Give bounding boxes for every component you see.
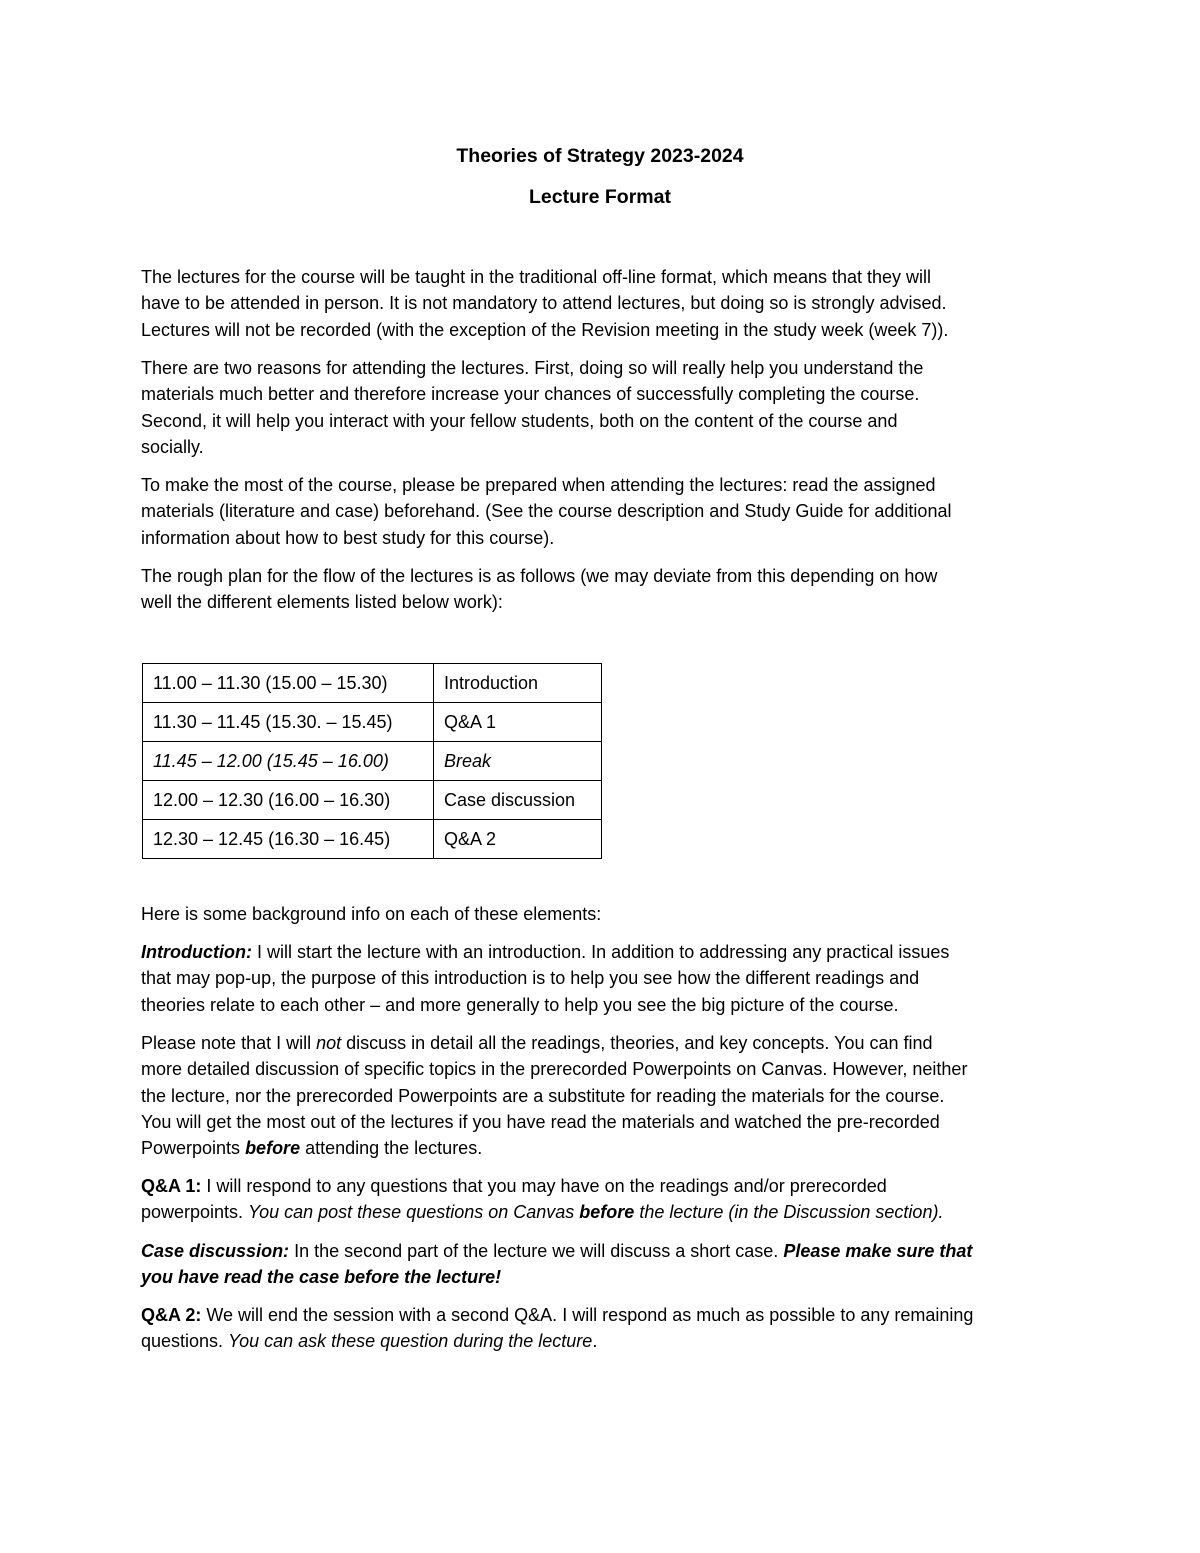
text-line: There are two reasons for attending the lectures. First, doing so will really help you understand the <box>141 358 924 378</box>
text-line: Here is some background info on each of these elements: <box>141 904 602 924</box>
text-line: Second, it will help you interact with your fellow students, both on the content of the course and <box>141 410 898 431</box>
schedule-item-cell: Case discussion <box>434 781 602 820</box>
document-title: Theories of Strategy 2023-2024 <box>456 145 744 167</box>
text-run: I will respond to any questions that you may have on the readings and/or prerecorded <box>201 1176 887 1196</box>
text-line: materials much better and therefore increase your chances of successfully completing the course. <box>141 384 920 405</box>
text-run: the lecture (in the Discussion section). <box>634 1202 944 1223</box>
table-row <box>143 781 602 820</box>
intro-paragraph-4 <box>141 563 1061 616</box>
schedule-item-cell: Break <box>434 742 602 781</box>
introduction-paragraph <box>141 939 1061 1018</box>
text-line: The rough plan for the flow of the lectures is as follows (we may deviate from this depending on how <box>141 566 938 586</box>
text-run: Please make sure that <box>783 1241 973 1261</box>
text-run: discuss in detail all the readings, theories, and key concepts. You can find <box>341 1033 933 1053</box>
qa1-label: Q&A 1: <box>141 1176 202 1196</box>
qa2-label: Q&A 2: <box>141 1305 202 1325</box>
schedule-time-cell: 11.30 – 11.45 (15.30. – 15.45) <box>143 703 434 742</box>
qa2-paragraph <box>141 1302 1061 1355</box>
text-line: information about how to best study for this course). <box>141 527 555 548</box>
text-line: more detailed discussion of specific topics in the prerecorded Powerpoints on Canvas. However, neither <box>141 1059 968 1080</box>
text-line: well the different elements listed below work): <box>141 592 503 613</box>
please-note-paragraph <box>141 1030 1061 1161</box>
schedule-time-cell: 11.45 – 12.00 (15.45 – 16.00) <box>143 742 434 781</box>
schedule-item-cell: Introduction <box>434 664 602 703</box>
text-run: In the second part of the lecture we will discuss a short case. <box>289 1241 784 1261</box>
text-run: . <box>592 1331 598 1352</box>
text-run: I will start the lecture with an introduction. In addition to addressing any practical issues <box>251 942 950 962</box>
schedule-time-cell: 11.00 – 11.30 (15.00 – 15.30) <box>143 664 434 703</box>
intro-paragraph-2 <box>141 355 1061 460</box>
text-line: have to be attended in person. It is not mandatory to attend lectures, but doing so is strongly advised. <box>141 293 947 314</box>
text-run: powerpoints. <box>141 1202 249 1223</box>
intro-paragraph-3 <box>141 472 1061 551</box>
table-row <box>143 742 602 781</box>
schedule-time-cell: 12.30 – 12.45 (16.30 – 16.45) <box>143 820 434 859</box>
case-discussion-label: Case discussion: <box>141 1241 290 1261</box>
text-line: materials (literature and case) beforehand. (See the course description and Study Guide for additional <box>141 501 952 522</box>
text-run: before <box>579 1202 635 1223</box>
case-discussion-paragraph <box>141 1238 1061 1291</box>
text-run: you have read the case before the lecture! <box>141 1267 502 1288</box>
text-run: questions. <box>141 1331 229 1352</box>
text-line: the lecture, nor the prerecorded Powerpoints are a substitute for reading the materials for the course. <box>141 1085 945 1106</box>
text-run: Powerpoints <box>141 1138 246 1159</box>
background-intro <box>141 901 1061 927</box>
table-row <box>143 664 602 703</box>
schedule-item-cell: Q&A 2 <box>434 820 602 859</box>
text-run: attending the lectures. <box>300 1138 483 1159</box>
text-line: socially. <box>141 436 204 457</box>
table-row <box>143 703 602 742</box>
text-line: theories relate to each other – and more generally to help you see the big picture of the course. <box>141 994 899 1015</box>
text-line: The lectures for the course will be taught in the traditional off-line format, which means that they will <box>141 267 932 287</box>
lecture-schedule-table <box>142 663 602 859</box>
schedule-time-cell: 12.00 – 12.30 (16.00 – 16.30) <box>143 781 434 820</box>
text-run: You can post these questions on Canvas <box>248 1202 580 1223</box>
qa1-paragraph <box>141 1173 1061 1226</box>
text-line: that may pop-up, the purpose of this introduction is to help you see how the different readings and <box>141 968 920 989</box>
introduction-label: Introduction: <box>141 942 252 962</box>
text-run: before <box>245 1138 301 1159</box>
text-run: not <box>316 1033 342 1053</box>
text-line: Lectures will not be recorded (with the exception of the Revision meeting in the study week (week 7)). <box>141 319 949 340</box>
text-run: We will end the session with a second Q&A. I will respond as much as possible to any remaining <box>201 1305 974 1325</box>
text-run: You can ask these question during the lecture <box>228 1331 593 1352</box>
schedule-item-cell: Q&A 1 <box>434 703 602 742</box>
text-line: You will get the most out of the lectures if you have read the materials and watched the pre-recorded <box>141 1111 940 1132</box>
text-run: Please note that I will <box>141 1033 317 1053</box>
document-subtitle: Lecture Format <box>529 186 671 208</box>
intro-paragraph-1 <box>141 264 1061 343</box>
text-line: To make the most of the course, please be prepared when attending the lectures: read the assigned <box>141 475 936 495</box>
table-row <box>143 820 602 859</box>
